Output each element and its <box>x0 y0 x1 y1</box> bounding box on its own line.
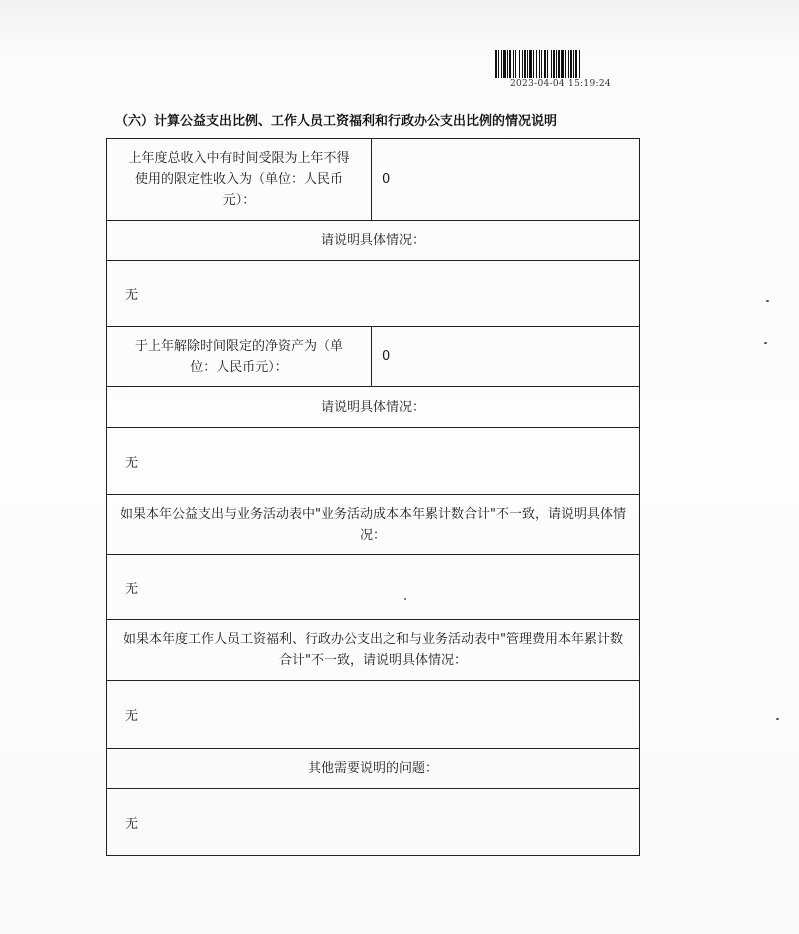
released-assets-row <box>107 327 639 387</box>
barcode-bar <box>498 50 499 78</box>
barcode-bar <box>575 50 577 78</box>
restricted-income-label: 上年度总收入中有时间受限为上年不得使用的限定性收入为（单位：人民币元）： <box>107 139 372 220</box>
barcode-bar <box>507 50 508 78</box>
barcode-bar <box>573 50 574 78</box>
barcode-bar <box>515 50 516 78</box>
restricted-details-heading: 请说明具体情况： <box>107 221 639 261</box>
released-details-answer: 无 <box>107 428 639 495</box>
restricted-income-value: 0 <box>382 172 391 187</box>
barcode-bar <box>524 50 526 78</box>
barcode-bar <box>568 50 569 78</box>
public-expense-heading: 如果本年公益支出与业务活动表中"业务活动成本本年累计数合计"不一致，请说明具体情况： <box>107 495 639 555</box>
barcode-bar <box>513 50 514 78</box>
barcode-bar <box>501 50 502 78</box>
released-details-heading: 请说明具体情况： <box>107 387 639 428</box>
restricted-details-answer: 无 <box>107 261 639 327</box>
barcode-bar <box>544 50 546 78</box>
barcode-bar <box>553 50 555 78</box>
barcode-bar <box>539 50 540 78</box>
print-timestamp: 2023-04-04 15:19:24 <box>510 79 611 89</box>
barcode-bar <box>579 50 580 78</box>
public-expense-answer: 无 <box>107 555 639 620</box>
barcode-bar <box>551 50 552 78</box>
barcode <box>495 50 630 78</box>
barcode-bar <box>533 50 534 78</box>
scan-speck <box>776 718 779 720</box>
released-assets-value: 0 <box>382 349 391 364</box>
barcode-bar <box>536 50 537 78</box>
staff-expense-heading: 如果本年度工作人员工资福利、行政办公支出之和与业务活动表中"管理费用本年累计数合计"不一致，请说明具体情况： <box>107 620 639 681</box>
restricted-income-row <box>107 139 639 221</box>
section-title: （六）计算公益支出比例、工作人员工资福利和行政办公支出比例的情况说明 <box>115 114 558 129</box>
barcode-bar <box>547 50 548 78</box>
released-assets-label: 于上年解除时间限定的净资产为（单位：人民币元）： <box>107 327 372 386</box>
barcode-bar <box>509 50 511 78</box>
barcode-bar <box>570 50 572 78</box>
barcode-bar <box>527 50 528 78</box>
scan-speck <box>766 300 769 302</box>
barcode-bar <box>503 50 506 78</box>
barcode-bar <box>519 50 520 78</box>
barcode-bar <box>541 50 542 78</box>
scan-speck <box>404 598 406 600</box>
staff-expense-answer: 无 <box>107 681 639 749</box>
barcode-bar <box>558 50 560 78</box>
other-issues-answer: 无 <box>107 789 639 856</box>
barcode-bar <box>522 50 523 78</box>
barcode-bar <box>565 50 566 78</box>
explanation-form <box>106 138 640 856</box>
barcode-bar <box>561 50 564 78</box>
other-issues-heading: 其他需要说明的问题： <box>107 749 639 789</box>
scan-speck <box>764 342 767 344</box>
barcode-bar <box>529 50 532 78</box>
barcode-bar <box>556 50 557 78</box>
barcode-bar <box>495 50 497 78</box>
